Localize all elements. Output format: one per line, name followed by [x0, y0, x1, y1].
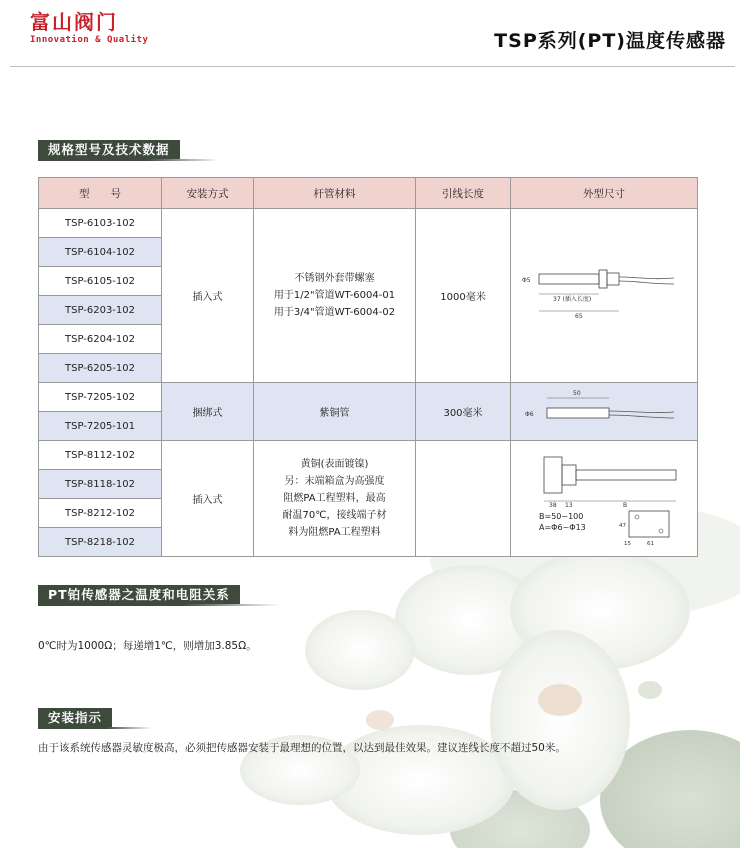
material-line: 另：末端箱盒为高强度	[284, 476, 385, 487]
dim-61: 61	[647, 541, 654, 547]
model-cell: TSP-6103-102	[39, 209, 162, 238]
note-a-range: A=Φ6~Φ13	[539, 523, 586, 532]
material-line: 耐温70℃，接线端子材	[282, 510, 387, 521]
model-cell: TSP-8118-102	[39, 470, 162, 499]
model-cell: TSP-7205-102	[39, 383, 162, 412]
header-model: 型 号	[39, 178, 162, 209]
dim-15: 15	[624, 541, 631, 547]
material-cell: 紫铜管	[254, 383, 416, 441]
material-line: 用于3/4"管道WT-6004-02	[273, 307, 396, 318]
material-line: 不锈钢外套带螺塞	[294, 273, 375, 284]
material-line: 黄铜(表面镀镍)	[300, 459, 369, 470]
table-row	[39, 383, 698, 412]
length-cell: 1000毫米	[416, 209, 511, 383]
logo-slogan: Innovation & Quality	[30, 35, 149, 45]
install-instruction-text: 由于该系统传感器灵敏度极高，必须把传感器安装于最理想的位置，以达到最佳效果。建议连线长度不超过50米。	[38, 742, 566, 754]
install-cell: 插入式	[162, 441, 254, 557]
material-cell	[254, 441, 416, 557]
install-section-title: 安装指示	[38, 708, 112, 727]
dim-b: B	[623, 502, 628, 509]
table-header-row	[39, 178, 698, 209]
material-line: 料为阻燃PA工程塑料	[288, 527, 381, 538]
page-title: TSP系列(PT)温度传感器	[494, 30, 726, 52]
dimension-drawing-cell	[511, 383, 698, 441]
model-cell: TSP-8218-102	[39, 528, 162, 557]
dim-47: 47	[619, 523, 626, 529]
dim-38: 38	[549, 502, 557, 509]
model-cell: TSP-8212-102	[39, 499, 162, 528]
header-install: 安装方式	[162, 178, 254, 209]
table-row	[39, 209, 698, 238]
pt-relation-text: 0℃时为1000Ω；每递增1℃，则增加3.85Ω。	[38, 640, 257, 652]
brand-logo	[30, 10, 148, 45]
model-cell: TSP-6203-102	[39, 296, 162, 325]
dim-insert-length: 37 (插入长度)	[553, 296, 592, 303]
table-row	[39, 441, 698, 470]
material-line: 用于1/2"管道WT-6004-01	[273, 290, 396, 301]
logo-chinese-name: 富山阀门	[30, 10, 118, 34]
dimension-drawing-cell	[511, 441, 698, 557]
probe-drawing-2	[519, 386, 689, 434]
model-cell: TSP-6205-102	[39, 354, 162, 383]
dimension-drawing-cell	[511, 209, 698, 383]
dim-length: 50	[573, 390, 581, 397]
pt-section-title: PT铂传感器之温度和电阻关系	[38, 585, 240, 604]
note-b-range: B=50~100	[539, 512, 584, 521]
install-cell: 捆绑式	[162, 383, 254, 441]
model-cell: TSP-6204-102	[39, 325, 162, 354]
model-cell: TSP-8112-102	[39, 441, 162, 470]
material-cell	[254, 209, 416, 383]
material-line: 阻燃PA工程塑料，最高	[283, 493, 386, 504]
header-dimension: 外型尺寸	[511, 178, 698, 209]
probe-drawing-1	[519, 264, 689, 324]
dim-diameter: Φ5	[522, 277, 531, 284]
model-cell: TSP-6104-102	[39, 238, 162, 267]
probe-drawing-3	[519, 443, 689, 551]
length-cell: 300毫米	[416, 383, 511, 441]
model-cell: TSP-6105-102	[39, 267, 162, 296]
dim-total-length: 65	[575, 313, 583, 320]
dim-13: 13	[565, 502, 573, 509]
header-material: 杆管材料	[254, 178, 416, 209]
install-cell: 插入式	[162, 209, 254, 383]
spec-table	[38, 177, 698, 557]
page-header	[0, 0, 740, 70]
header-length: 引线长度	[416, 178, 511, 209]
model-cell: TSP-7205-101	[39, 412, 162, 441]
length-cell-empty	[416, 441, 511, 557]
dim-diameter: Φ6	[525, 411, 534, 418]
spec-section-title: 规格型号及技术数据	[38, 140, 180, 159]
